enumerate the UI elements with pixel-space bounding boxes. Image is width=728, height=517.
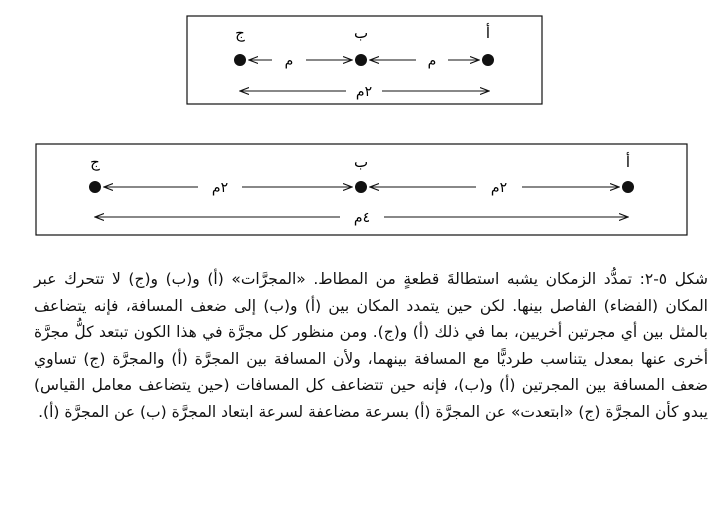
- panel-bottom: [36, 144, 687, 235]
- distance-ba-top: م: [427, 53, 437, 69]
- distance-cb-bottom: ٢م: [211, 180, 229, 196]
- label-b-bottom: ب: [353, 153, 369, 171]
- distance-total-top: ٢م: [355, 84, 373, 100]
- panel-top: [187, 16, 542, 104]
- distance-cb-top: م: [284, 53, 294, 69]
- label-c-bottom: ج: [90, 153, 100, 171]
- galaxy-a-top: [482, 54, 494, 66]
- galaxy-b-bottom: [355, 181, 367, 193]
- label-b-top: ب: [353, 24, 369, 42]
- label-a-bottom: أ: [625, 153, 631, 171]
- galaxy-c-bottom: [89, 181, 101, 193]
- label-c-top: ج: [235, 24, 245, 42]
- label-a-top: أ: [485, 24, 491, 42]
- galaxy-c-top: [234, 54, 246, 66]
- galaxy-a-bottom: [622, 181, 634, 193]
- figure-caption: [34, 266, 708, 425]
- caption-text: شكل ٥-٢: تمدُّد الزمكان يشبه استطالةَ قطعةٍ من المطاط. «المجرَّات» (أ) و(ب) و(ج) لا تتحرك عبر المكان (الفضاء) الفاصل بينها. لكن حين يتمدد المكان بين (أ) و(ب) إلى ضعف المسافة، فإنه يتضاعف بالمثل بين أي مجرتين أخريين، بما في ذلك (أ) و(ج). ومن منظور كل مجرَّة في هذا الكون تبتعد كلُّ مجرَّة أخرى عنها بمعدل يتناسب طرديًّا مع المسافة بينهما، ولأن المسافة بين المجرَّة (أ) والمجرَّة (ج) تساوي ضعف المسافة بين المجرتين (أ) و(ب)، فإنه حين تتضاعف كل المسافات (حين يتضاعف معامل القياس) يبدو كأن المجرَّة (ج) «ابتعدت» عن المجرَّة (أ) بسرعة مضاعفة لسرعة ابتعاد المجرَّة (ب) عن المجرَّة (أ).: [34, 270, 709, 421]
- distance-total-bottom: ٤م: [353, 210, 371, 226]
- distance-ba-bottom: ٢م: [490, 180, 508, 196]
- galaxy-b-top: [355, 54, 367, 66]
